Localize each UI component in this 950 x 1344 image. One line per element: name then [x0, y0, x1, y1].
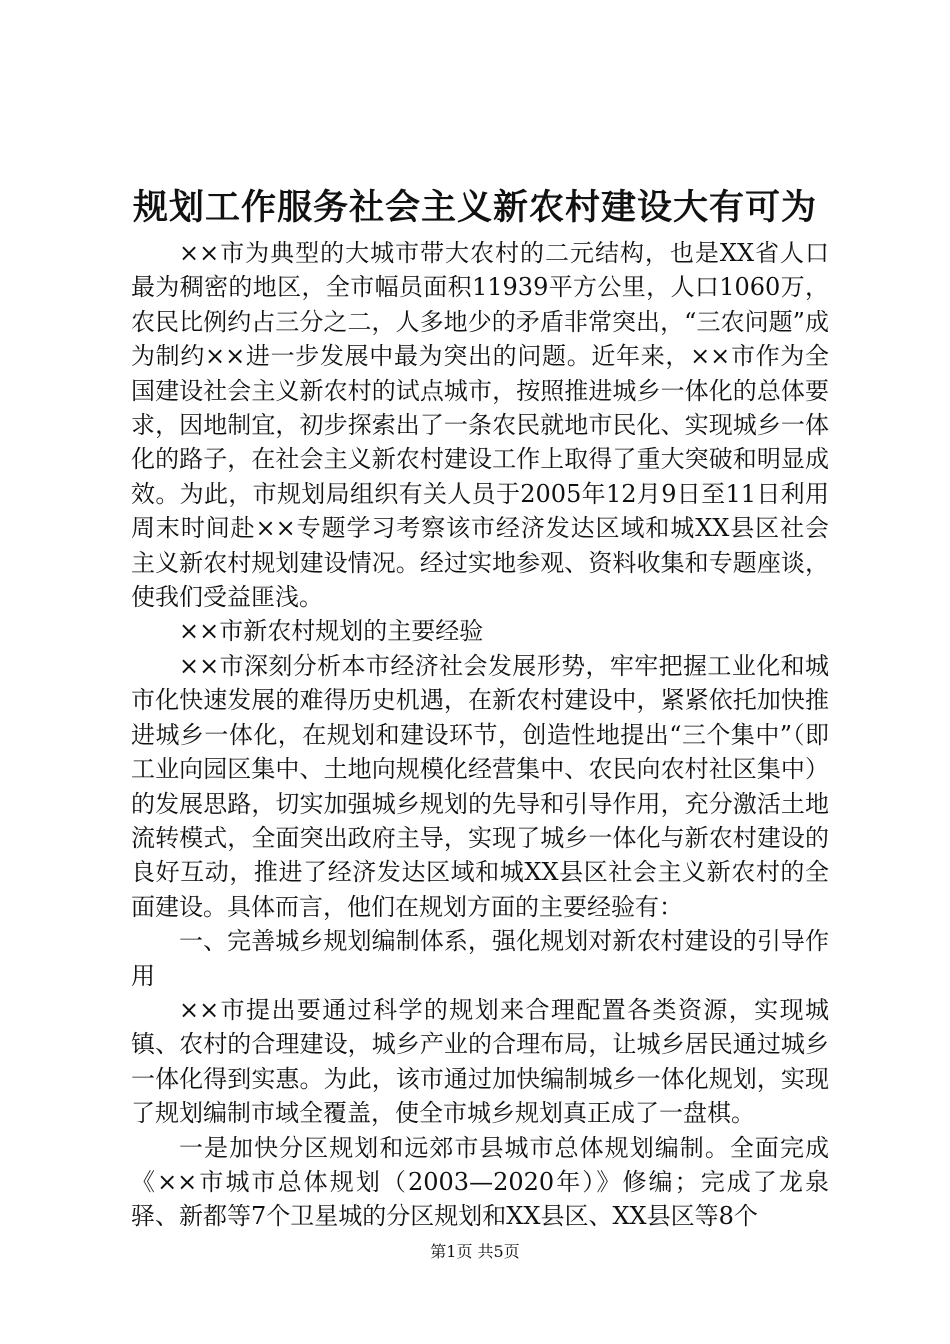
document-body: [131, 236, 829, 1234]
paragraph-experience-overview: ××市深刻分析本市经济社会发展形势，牢牢把握工业化和城市化快速发展的难得历史机遇，在新农村建设中，紧紧依托加快推进城乡一体化，在规划和建设环节，创造性地提出“三个集中”（即工业向园区集中、土地向规模化经营集中、农民向农村社区集中）的发展思路，切实加强城乡规划的先导和引导作用，充分激活土地流转模式，全面突出政府主导，实现了城乡一体化与新农村建设的良好互动，推进了经济发达区域和城XX县区社会主义新农村的全面建设。具体而言，他们在规划方面的主要经验有：: [131, 651, 829, 921]
document-title: 规划工作服务社会主义新农村建设大有可为: [132, 187, 817, 228]
page-footer: 第1页 共5页: [430, 1242, 520, 1261]
paragraph-heading-experience: ××市新农村规划的主要经验: [179, 617, 484, 646]
paragraph-section-one-heading: 一、完善城乡规划编制体系，强化规划对新农村建设的引导作用: [131, 927, 829, 990]
paragraph-point-one: 一是加快分区规划和远郊市县城市总体规划编制。全面完成《××市城市总体规划（2003—2020年）》修编；完成了龙泉驿、新都等7个卫星城的分区规划和XX县区、XX县区等8个: [131, 1133, 829, 1231]
paragraph-intro: ××市为典型的大城市带大农村的二元结构，也是XX省人口最为稠密的地区，全市幅员面积11939平方公里，人口1060万，农民比例约占三分之二，人多地少的矛盾非常突出，“三农问题”成为制约××进一步发展中最为突出的问题。近年来，××市作为全国建设社会主义新农村的试点城市，按照推进城乡一体化的总体要求，因地制宜，初步探索出了一条农民就地市民化、实现城乡一体化的路子，在社会主义新农村建设工作上取得了重大突破和明显成效。为此，市规划局组织有关人员于2005年12月9日至11日利用周末时间赴××专题学习考察该市经济发达区域和城XX县区社会主义新农村规划建设情况。经过实地参观、资料收集和专题座谈，使我们受益匪浅。: [131, 239, 829, 612]
paragraph-section-one-body: ××市提出要通过科学的规划来合理配置各类资源，实现城镇、农村的合理建设，城乡产业的合理布局，让城乡居民通过城乡一体化得到实惠。为此，该市通过加快编制城乡一体化规划，实现了规划编制市域全覆盖，使全市城乡规划真正成了一盘棋。: [131, 995, 829, 1128]
